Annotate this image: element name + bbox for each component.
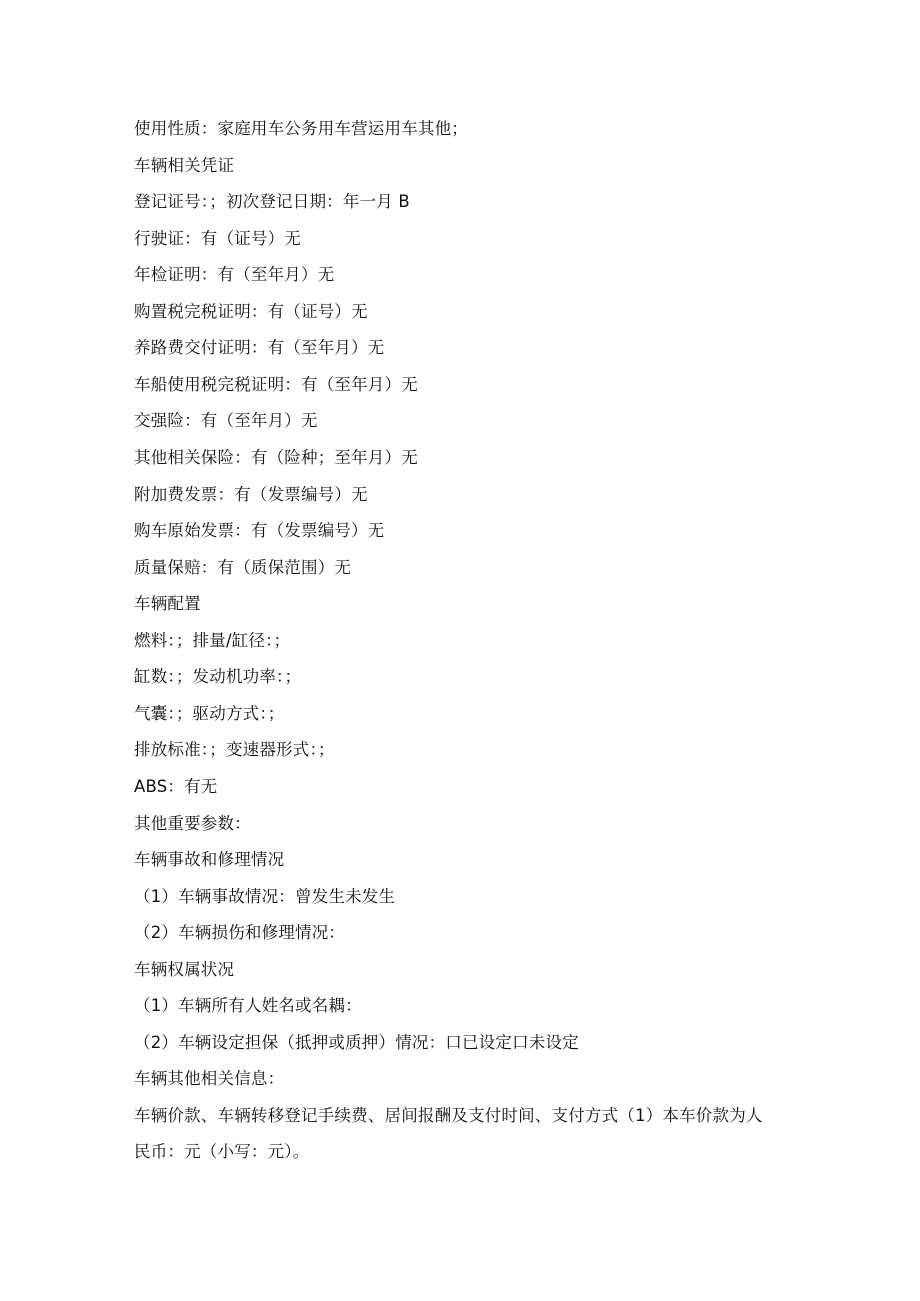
annual-inspection-line: 年检证明：有（至年月）无 — [134, 265, 335, 284]
compulsory-insurance-line: 交强险：有（至年月）无 — [134, 411, 318, 430]
road-maintenance-fee-line: 养路费交付证明：有（至年月）无 — [134, 338, 385, 357]
registration-number-line: 登记证号：；初次登记日期：年一月 B — [134, 192, 410, 211]
other-insurance-line: 其他相关保险：有（险种；至年月）无 — [134, 448, 418, 467]
surcharge-invoice-line: 附加费发票：有（发票编号）无 — [134, 485, 368, 504]
other-parameters-line: 其他重要参数： — [134, 814, 251, 833]
fuel-displacement-line: 燃料：；排量/缸径：； — [134, 631, 291, 650]
price-payment-line: 车辆价款、车辆转移登记手续费、居间报酬及支付时间、支付方式（1）本车价款为人 — [134, 1106, 763, 1125]
abs-line: ABS：有无 — [134, 777, 218, 796]
price-amount-line: 民币：元（小写：元）。 — [134, 1142, 310, 1161]
other-vehicle-info-line: 车辆其他相关信息： — [134, 1069, 285, 1088]
section-heading-ownership: 车辆权属状况 — [134, 960, 235, 979]
section-heading-vehicle-configuration: 车辆配置 — [134, 594, 201, 613]
emission-transmission-line: 排放标准：；变速器形式：； — [134, 740, 335, 759]
damage-repair-line: （2）车辆损伤和修理情况： — [134, 923, 346, 942]
accident-status-line: （1）车辆事故情况：曾发生未发生 — [134, 887, 396, 906]
section-heading-accident-repair: 车辆事故和修理情况 — [134, 850, 285, 869]
usage-nature-line: 使用性质：家庭用车公务用车营运用车其他； — [134, 119, 468, 138]
vehicle-vessel-tax-line: 车船使用税完税证明：有（至年月）无 — [134, 375, 418, 394]
original-purchase-invoice-line: 购车原始发票：有（发票编号）无 — [134, 521, 385, 540]
section-heading-vehicle-documents: 车辆相关凭证 — [134, 156, 235, 175]
cylinders-power-line: 缸数：；发动机功率：； — [134, 667, 302, 686]
airbag-drive-line: 气囊：；驱动方式：； — [134, 704, 285, 723]
driving-license-line: 行驶证：有（证号）无 — [134, 229, 301, 248]
purchase-tax-line: 购置税完税证明：有（证号）无 — [134, 302, 368, 321]
quality-warranty-line: 质量保赔：有（质保范围）无 — [134, 558, 352, 577]
owner-name-line: （1）车辆所有人姓名或名耦： — [134, 996, 362, 1015]
security-interest-line: （2）车辆设定担保（抵押或质押）情况：口已设定口未设定 — [134, 1033, 579, 1052]
